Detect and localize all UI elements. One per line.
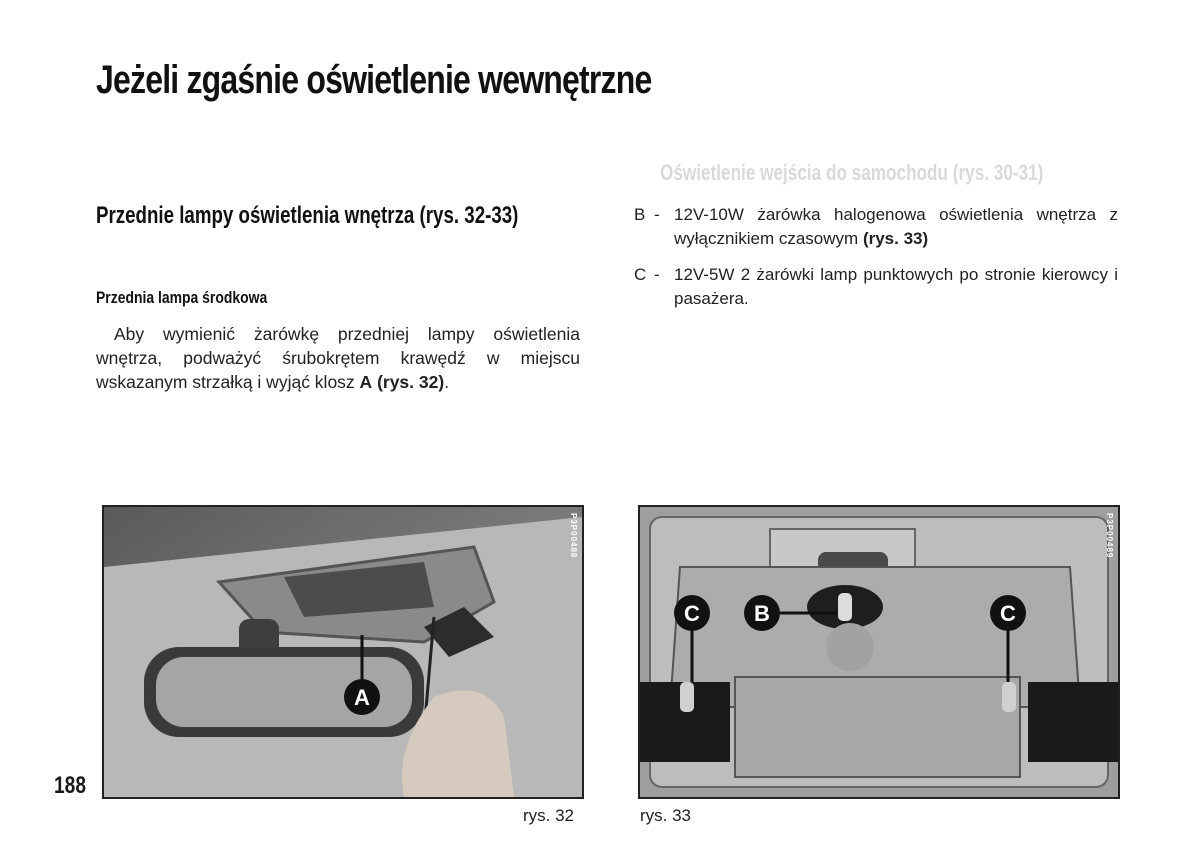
paragraph-text: Aby wymienić żarówkę przedniej lampy oświetlenia wnętrza, podważyć śrubokrętem krawędź w miejscu wskazanym strzałką i wyjąć klosz [96, 324, 580, 392]
figure-33-caption: rys. 33 [640, 806, 692, 825]
callout-c-label: C [1000, 601, 1016, 626]
callout-b-label: B [754, 601, 770, 626]
callout-a-label: A [354, 685, 370, 710]
item-text-body: 12V-10W żarówka halogenowa oświetlenia wnętrza z wyłącznikiem czasowym [674, 205, 1118, 248]
item-dash: - [654, 265, 660, 284]
list-item [634, 203, 1118, 251]
item-text [674, 263, 1118, 311]
figure-code: P3P00488 [569, 513, 578, 559]
section-title: Przednie lampy oświetlenia wnętrza (rys. 32-33) [96, 202, 519, 229]
page-number: 188 [54, 772, 87, 799]
figure-33-photo [638, 505, 1120, 799]
figure-32-caption: rys. 32 [523, 806, 575, 825]
item-key: C [634, 265, 647, 284]
instruction-paragraph [96, 322, 580, 394]
callout-c-label: C [684, 601, 700, 626]
lamp-housing-illustration [640, 507, 1118, 797]
item-ref: (rys. 33) [862, 229, 929, 248]
figure-32-photo [102, 505, 584, 799]
subsection-title: Przednia lampa środkowa [96, 288, 268, 307]
item-key: B [634, 205, 646, 224]
paragraph-ref-letter: A [359, 372, 373, 392]
item-text-body: 12V-5W 2 żarówki lamp punktowych po stronie kierowcy i pasażera. [674, 265, 1118, 308]
paragraph-end: . [444, 372, 450, 392]
item-dash: - [654, 205, 660, 224]
item-text [674, 203, 1118, 251]
paragraph-ref: (rys. 32) [377, 372, 445, 392]
list-item [634, 263, 1118, 311]
bleedthrough-heading: Oświetlenie wejścia do samochodu (rys. 30-31) [660, 160, 1044, 185]
page-title: Jeżeli zgaśnie oświetlenie wewnętrzne [96, 58, 652, 102]
mirror-lamp-illustration [104, 507, 582, 797]
bulb-list [634, 203, 1118, 323]
figure-code: P3P00489 [1105, 513, 1114, 559]
